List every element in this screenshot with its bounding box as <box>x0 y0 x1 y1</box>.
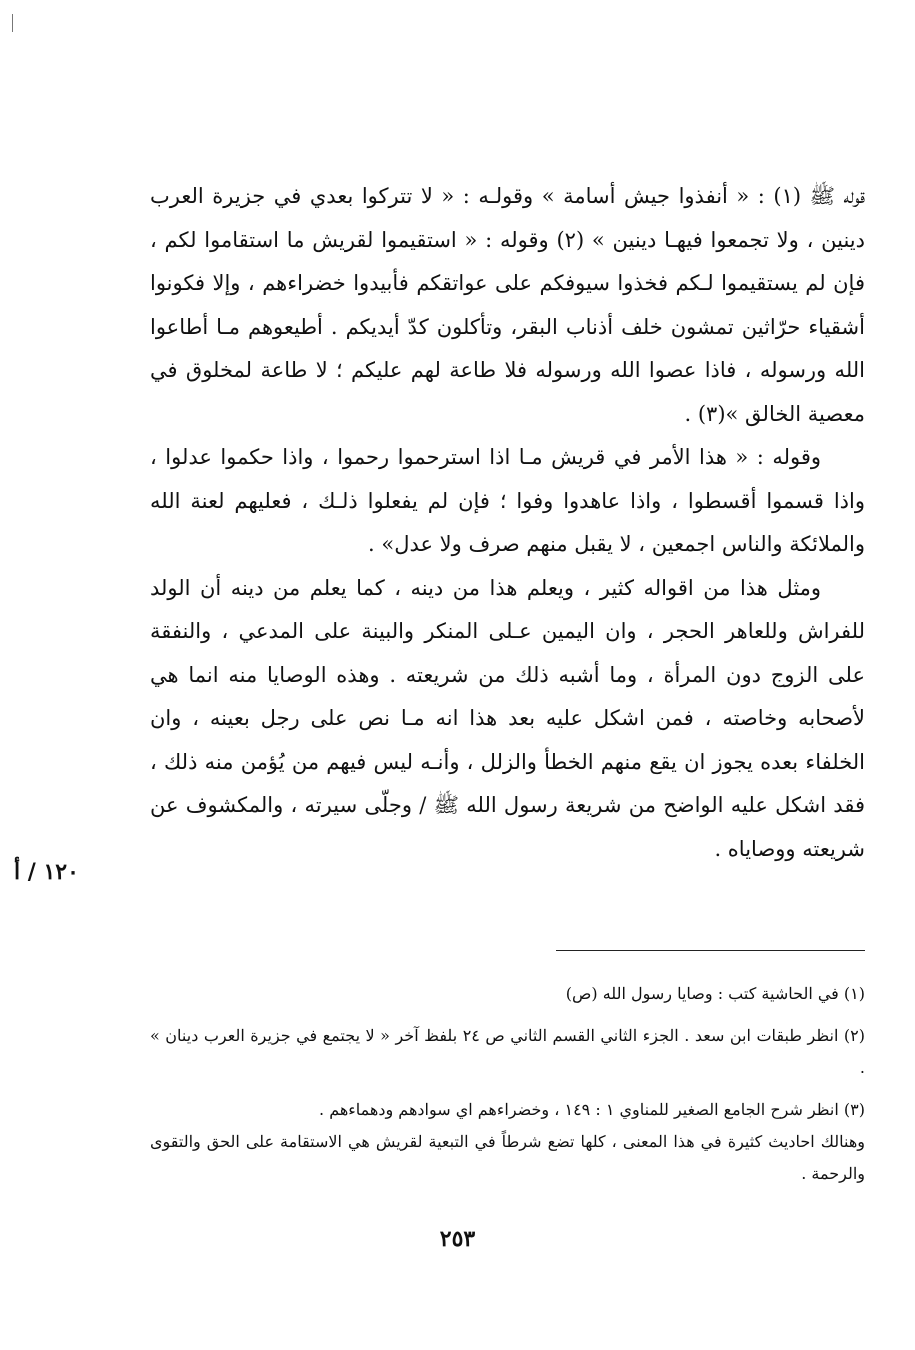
footnotes-block <box>150 978 865 1200</box>
footnote-3: (٣) انظر شرح الجامع الصغير للمناوي ١ : ١٤٩ ، وخضراءهم اي سوادهم ودهماءهم . <box>319 1100 865 1119</box>
main-text-block <box>150 175 865 871</box>
footnote-separator <box>556 950 865 951</box>
footnote-3-continuation: وهنالك احاديث كثيرة في هذا المعنى ، كلها تضع شرطاً في التبعية لقريش هي الاستقامة على الحق والتقوى والرحمة . <box>150 1132 865 1183</box>
footnote-1: (١) في الحاشية كتب : وصايا رسول الله (ص) <box>565 984 865 1003</box>
paragraph-2: وقوله : « هذا الأمر في قريش مـا اذا استرحموا رحموا ، واذا حكموا عدلوا ، واذا قسموا أقسطوا ، واذا عاهدوا وفوا ؛ فإن لم يفعلوا ذلـك ، فعليهم لعنة الله والملائكة والناس اجمعين ، لا يقبل منهم صرف ولا عدل» . <box>150 445 865 556</box>
page-number: ٢٥٣ <box>439 1226 476 1252</box>
manuscript-folio-note: ١٢٠ / أ <box>14 859 79 885</box>
scan-edge-mark <box>12 14 13 32</box>
paragraph-1: قوله ﷺ (١) : « أنفذوا جيش أسامة » وقولـه : « لا تتركوا بعدي في جزيرة العرب دينين ، ولا تجمعوا فيهـا دينين » (٢) وقوله : « استقيموا لقريش ما استقاموا لكم ، فإن لم يستقيموا لـكم فخذوا سيوفكم على عواتقكم فأبيدوا خضراءهم ، وإلا فكونوا أشقياء حرّاثين تمشون خلف أذناب البقر، وتأكلون كدّ أيديكم . أطيعوهم مـا أطاعوا الله ورسوله ، فاذا عصوا الله ورسوله فلا طاعة لهم عليكم ؛ لا طاعة لمخلوق في معصية الخالق »(٣) . <box>150 184 865 426</box>
footnote-2: (٢) انظر طبقات ابن سعد . الجزء الثاني القسم الثاني ص ٢٤ بلفظ آخر « لا يجتمع في جزيرة العرب دينان » . <box>150 1026 865 1077</box>
paragraph-3: ومثل هذا من اقواله كثير ، ويعلم هذا من دينه ، كما يعلم من دينه أن الولد للفراش وللعاهر الحجر ، وان اليمين عـلى المنكر والبينة على المدعي ، والنفقة على الزوج دون المرأة ، وما أشبه ذلك من شريعته . وهذه الوصايا منه انما هي لأصحابه وخاصته ، فمن اشكل عليه بعد هذا انه مـا نص على رجل بعينه ، وان الخلفاء بعده يجوز ان يقع منهم الخطأ والزلل ، وأنـه ليس فيهم من يُؤمن منه ذلك ، فقد اشكل عليه الواضح من شريعة رسول الله ﷺ / وجلّى سيرته ، والمكشوف عن شريعته ووصاياه . <box>150 575 865 861</box>
